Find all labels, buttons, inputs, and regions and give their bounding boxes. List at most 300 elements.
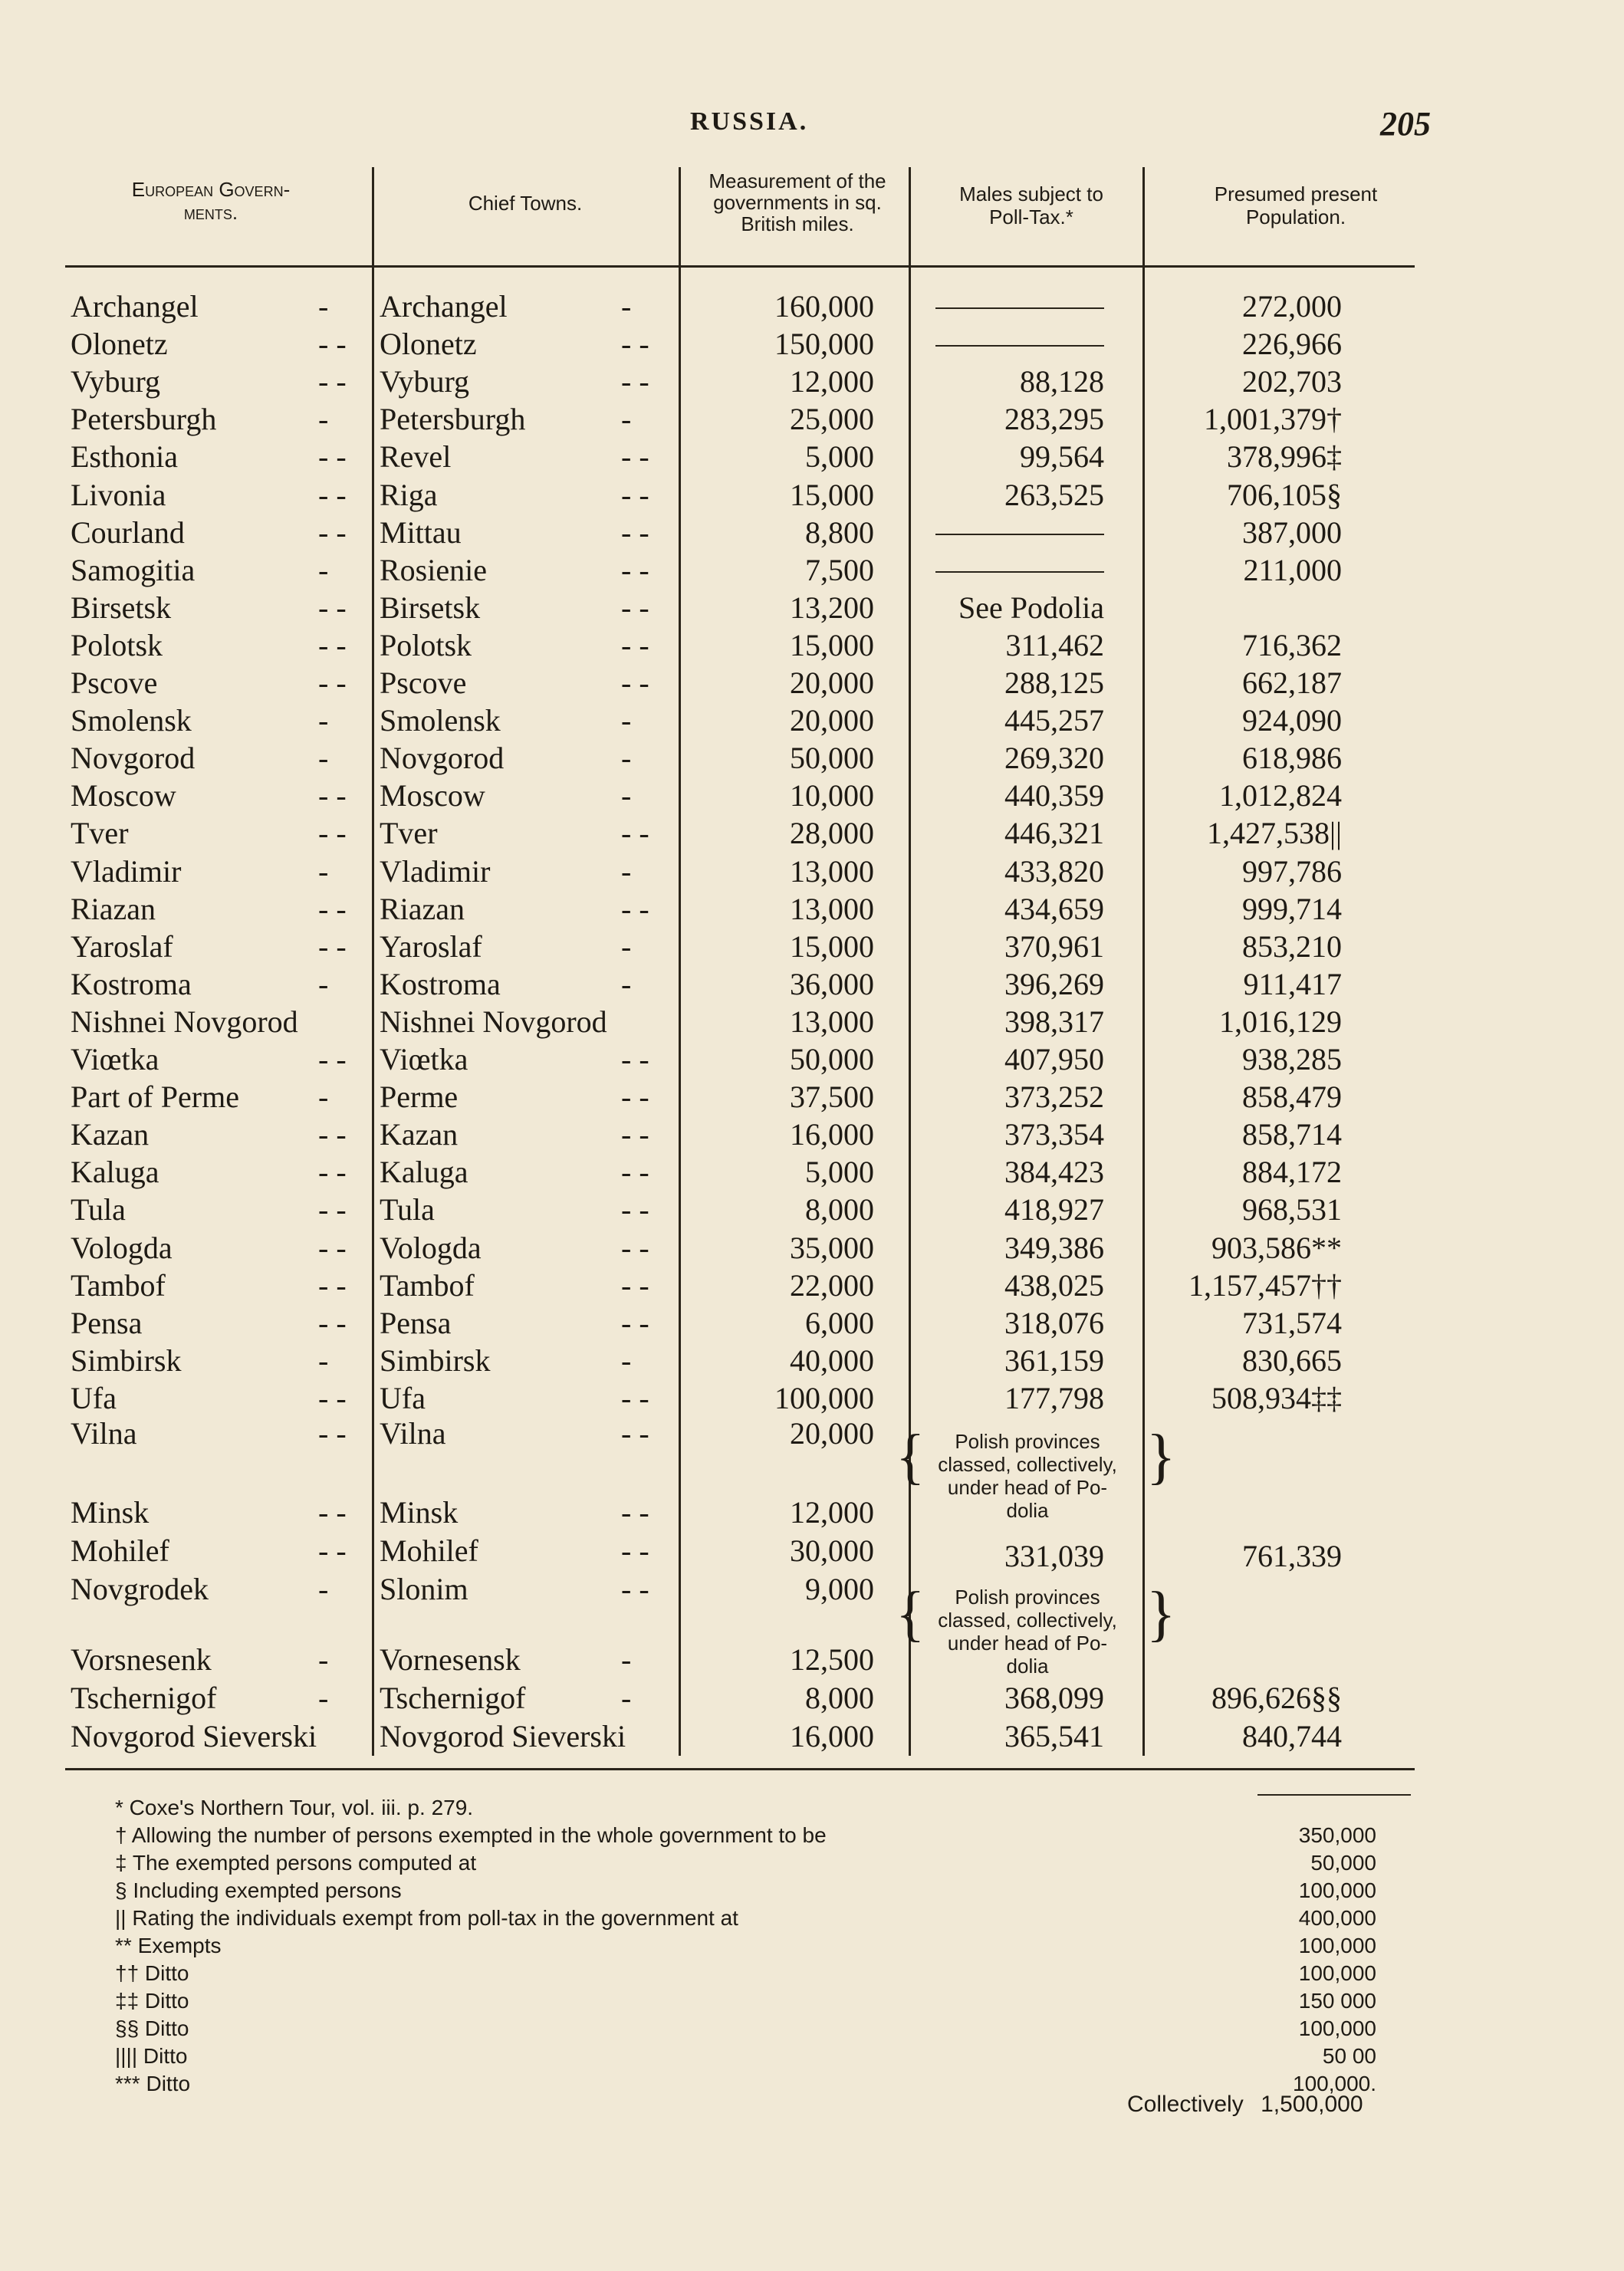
leader-dash: - [621, 741, 632, 776]
chief-town-cell: Novgorod [380, 741, 505, 776]
government-cell: Olonetz [71, 327, 168, 362]
measurement-cell: 15,000 [790, 928, 874, 964]
males-cell: 368,099 [1004, 1681, 1104, 1715]
government-cell: Birsetsk [71, 590, 172, 625]
header-rule [65, 265, 1415, 268]
footnote-text: ** Exempts [115, 1934, 222, 1957]
males-cell: 318,076 [1004, 1305, 1104, 1340]
chief-town-cell: Tver [380, 816, 438, 851]
government-cell: Vorsnesenk [71, 1642, 212, 1677]
population-cell: 508,934‡‡ [1211, 1380, 1342, 1415]
table-row [0, 777, 1624, 814]
table-row [0, 702, 1624, 739]
population-cell: 272,000 [1242, 289, 1342, 324]
population-cell: 938,285 [1242, 1042, 1342, 1076]
population-cell: 997,786 [1242, 853, 1342, 889]
table-row [0, 739, 1624, 777]
males-cell: 446,321 [1004, 816, 1104, 851]
col-header-measurement [682, 170, 912, 235]
chief-town-cell: Yaroslaf [380, 928, 482, 964]
government-cell: Vilna [71, 1416, 137, 1451]
government-cell: Mohilef [71, 1533, 169, 1568]
measurement-cell: 12,000 [790, 1495, 874, 1530]
leader-dash: - - [318, 1192, 347, 1228]
government-cell: Novgorod [71, 741, 196, 776]
leader-dash: - - [621, 1380, 649, 1415]
table-row [0, 1040, 1624, 1078]
government-cell: Novgrodek [71, 1572, 209, 1606]
table-row [0, 551, 1624, 589]
chief-town-cell: Tambof [380, 1267, 475, 1303]
chief-town-cell: Viœtka [380, 1042, 468, 1076]
government-cell: Kazan [71, 1117, 150, 1152]
collectively-label: Collectively [1127, 2092, 1244, 2117]
leader-dash: - - [621, 590, 649, 625]
government-cell: Petersburgh [71, 402, 217, 437]
leader-dash: - [318, 402, 329, 437]
government-cell: Pensa [71, 1305, 143, 1340]
polish-note-1-l2: classed, collectively, [938, 1453, 1117, 1476]
chief-town-cell: Ufa [380, 1380, 426, 1415]
measurement-cell: 5,000 [805, 439, 874, 475]
footnote [115, 2043, 1376, 2070]
blank-rule [935, 345, 1104, 347]
footnote [115, 1932, 1376, 1960]
table-row [0, 400, 1624, 438]
leader-dash: - - [621, 627, 649, 662]
leader-dash: - - [318, 1495, 347, 1530]
leader-dash: - [318, 966, 329, 1001]
chief-town-cell: Archangel [380, 289, 508, 324]
government-cell: Kaluga [71, 1155, 159, 1190]
males-cell: 396,269 [1004, 966, 1104, 1001]
measurement-cell: 13,200 [790, 590, 874, 625]
government-cell: Tambof [71, 1267, 166, 1303]
table-row [0, 1267, 1624, 1304]
leader-dash: - - [318, 666, 347, 700]
leader-dash: - - [318, 1117, 347, 1152]
government-cell: Archangel [71, 289, 199, 324]
leader-dash: - [318, 1572, 329, 1606]
col-header-measurement-l3: British miles. [741, 212, 854, 235]
government-cell: Polotsk [71, 627, 163, 662]
footnote-value: 100,000 [1298, 2016, 1376, 2040]
footnote-value: 100,000 [1298, 1961, 1376, 1985]
leader-dash: - - [318, 1533, 347, 1568]
government-cell: Riazan [71, 891, 156, 926]
table-row [0, 814, 1624, 852]
leader-dash: - [318, 703, 329, 738]
leader-dash: - - [621, 514, 649, 550]
leader-dash: - - [621, 327, 649, 362]
col-header-males-l1: Males subject to [959, 182, 1103, 205]
males-cell: 373,354 [1004, 1117, 1104, 1152]
population-cell: 387,000 [1242, 514, 1342, 550]
leader-dash: - - [318, 816, 347, 851]
col-header-measurement-l2: governments in sq. [713, 191, 882, 214]
leader-dash: - - [318, 590, 347, 625]
population-cell: 968,531 [1242, 1192, 1342, 1228]
males-cell: 311,462 [1005, 627, 1104, 662]
government-cell: Nishnei Novgorod [71, 1004, 298, 1039]
col-header-population-l2: Population. [1245, 205, 1346, 228]
measurement-cell: 16,000 [790, 1719, 874, 1753]
males-cell: 445,257 [1004, 703, 1104, 738]
measurement-cell: 12,000 [790, 364, 874, 399]
government-cell: Esthonia [71, 439, 178, 475]
running-title: RUSSIA. [690, 107, 809, 136]
leader-dash: - - [621, 816, 649, 851]
males-cell: 331,039 [1004, 1539, 1104, 1573]
government-cell: Livonia [71, 477, 166, 512]
polish-note-1-l3: under head of Po- [947, 1476, 1108, 1499]
leader-dash: - [318, 1343, 329, 1378]
footnote-text: |||| Ditto [115, 2044, 188, 2068]
leader-dash: - [318, 289, 329, 324]
col-header-governments-l1: European Govern- [131, 178, 291, 201]
males-cell: 438,025 [1004, 1267, 1104, 1303]
footnote [115, 1822, 1376, 1849]
footnote-text: || Rating the individuals exempt from poll-tax in the government at [115, 1906, 738, 1930]
measurement-cell: 8,000 [805, 1192, 874, 1228]
males-cell: 288,125 [1004, 666, 1104, 700]
chief-town-cell: Polotsk [380, 627, 472, 662]
government-cell: Moscow [71, 778, 176, 813]
males-cell: 263,525 [1004, 477, 1104, 512]
government-cell: Tver [71, 816, 129, 851]
measurement-cell: 28,000 [790, 816, 874, 851]
measurement-cell: 5,000 [805, 1155, 874, 1190]
leader-dash: - [621, 1343, 632, 1378]
chief-town-cell: Nishnei Novgorod [380, 1004, 607, 1039]
measurement-cell: 160,000 [774, 289, 874, 324]
males-cell: 440,359 [1004, 778, 1104, 813]
males-cell: 418,927 [1004, 1192, 1104, 1228]
footnote [115, 1877, 1376, 1905]
population-cell: 884,172 [1242, 1155, 1342, 1190]
collectively-total [1127, 2092, 1374, 2118]
chief-town-cell: Mohilef [380, 1533, 478, 1568]
leader-dash: - - [318, 439, 347, 475]
population-cell: 858,479 [1242, 1080, 1342, 1115]
government-cell: Simbirsk [71, 1343, 182, 1378]
brace-left: { [896, 1423, 925, 1490]
footnote [115, 2015, 1376, 2043]
measurement-cell: 22,000 [790, 1267, 874, 1303]
chief-town-cell: Smolensk [380, 703, 501, 738]
males-cell: 269,320 [1004, 741, 1104, 776]
chief-town-cell: Kostroma [380, 966, 501, 1001]
leader-dash: - [621, 703, 632, 738]
population-cell: 662,187 [1242, 666, 1342, 700]
leader-dash: - [318, 741, 329, 776]
males-cell: 177,798 [1004, 1380, 1104, 1415]
population-cell: 1,427,538|| [1206, 816, 1342, 851]
chief-town-cell: Riga [380, 477, 438, 512]
footnote-value: 150 000 [1298, 1989, 1376, 2013]
leader-dash: - - [318, 1305, 347, 1340]
leader-dash: - - [318, 1416, 347, 1451]
leader-dash: - - [318, 778, 347, 813]
leader-dash: - - [621, 364, 649, 399]
blank-rule [935, 534, 1104, 535]
leader-dash: - - [621, 1416, 649, 1451]
brace-right: } [1146, 1580, 1176, 1648]
footnote-text: ‡ The exempted persons computed at [115, 1851, 477, 1875]
table-row [0, 1641, 1624, 1678]
table-row [0, 1494, 1624, 1531]
chief-town-cell: Rosienie [380, 552, 487, 587]
footnote-value: 100,000. [1293, 2072, 1376, 2095]
population-cell: 226,966 [1242, 327, 1342, 362]
chief-town-cell: Slonim [380, 1572, 468, 1606]
measurement-cell: 40,000 [790, 1343, 874, 1378]
leader-dash: - - [621, 1080, 649, 1115]
males-cell: 361,159 [1004, 1343, 1104, 1378]
leader-dash: - [318, 1681, 329, 1715]
polish-note-1-l1: Polish provinces [955, 1430, 1100, 1453]
chief-town-cell: Perme [380, 1080, 459, 1115]
population-cell: 618,986 [1242, 741, 1342, 776]
males-cell: 434,659 [1004, 891, 1104, 926]
table-row [0, 890, 1624, 928]
footnote-text: ‡‡ Ditto [115, 1989, 189, 2013]
leader-dash: - - [621, 1572, 649, 1606]
leader-dash: - [318, 552, 329, 587]
males-cell: 365,541 [1004, 1719, 1104, 1753]
population-cell: 911,417 [1243, 966, 1342, 1001]
leader-dash: - [621, 1681, 632, 1715]
table-row [0, 438, 1624, 475]
footnote [115, 1849, 1376, 1877]
population-cell: 1,157,457†† [1188, 1267, 1342, 1303]
measurement-cell: 8,000 [805, 1681, 874, 1715]
measurement-cell: 15,000 [790, 477, 874, 512]
leader-dash: - [621, 289, 632, 324]
leader-dash: - - [318, 1155, 347, 1190]
leader-dash: - [621, 1642, 632, 1677]
table-row [0, 1078, 1624, 1116]
chief-town-cell: Minsk [380, 1495, 459, 1530]
leader-dash: - [621, 402, 632, 437]
government-cell: Part of Perme [71, 1080, 239, 1115]
leader-dash: - - [621, 552, 649, 587]
chief-town-cell: Kazan [380, 1117, 459, 1152]
measurement-cell: 50,000 [790, 741, 874, 776]
leader-dash: - - [621, 1267, 649, 1303]
government-cell: Tschernigof [71, 1681, 217, 1715]
col-header-males-l2: Poll-Tax.* [989, 205, 1073, 228]
population-cell: 924,090 [1242, 703, 1342, 738]
chief-town-cell: Vilna [380, 1416, 446, 1451]
population-cell: 999,714 [1242, 891, 1342, 926]
government-cell: Pscove [71, 666, 158, 700]
government-cell: Novgorod Sieverski [71, 1719, 317, 1753]
measurement-cell: 13,000 [790, 891, 874, 926]
polish-note-1-l4: dolia [1006, 1499, 1049, 1522]
leader-dash: - - [318, 891, 347, 926]
leader-dash: - [318, 853, 329, 889]
chief-town-cell: Vladimir [380, 853, 491, 889]
polish-note-2-l4: dolia [1006, 1655, 1049, 1678]
footnote [115, 1960, 1376, 1987]
population-cell: 1,001,379† [1204, 402, 1342, 437]
table-row [0, 325, 1624, 363]
government-cell: Kostroma [71, 966, 192, 1001]
government-cell: Courland [71, 514, 185, 550]
measurement-cell: 7,500 [805, 552, 874, 587]
table-row [0, 626, 1624, 664]
leader-dash: - - [318, 1042, 347, 1076]
leader-dash: - - [318, 627, 347, 662]
measurement-cell: 150,000 [774, 327, 874, 362]
footnote-text: † Allowing the number of persons exempted in the whole government to be [115, 1823, 827, 1847]
table-row [0, 1116, 1624, 1153]
chief-town-cell: Vyburg [380, 364, 470, 399]
leader-dash: - [318, 1642, 329, 1677]
page-number: 205 [1380, 105, 1431, 143]
population-cell: 896,626§§ [1211, 1681, 1342, 1715]
leader-dash: - - [318, 1230, 347, 1265]
population-cell: 761,339 [1242, 1539, 1342, 1573]
measurement-cell: 35,000 [790, 1230, 874, 1265]
table-row [0, 965, 1624, 1003]
measurement-cell: 10,000 [790, 778, 874, 813]
measurement-cell: 13,000 [790, 853, 874, 889]
leader-dash: - - [621, 666, 649, 700]
table-row [0, 1191, 1624, 1228]
footnote [115, 1905, 1376, 1932]
measurement-cell: 20,000 [790, 1416, 874, 1451]
chief-town-cell: Petersburgh [380, 402, 526, 437]
chief-town-cell: Tula [380, 1192, 435, 1228]
population-cell: 1,012,824 [1219, 778, 1342, 813]
chief-town-cell: Tschernigof [380, 1681, 526, 1715]
leader-dash: - - [318, 364, 347, 399]
measurement-cell: 15,000 [790, 627, 874, 662]
population-cell: 202,703 [1242, 364, 1342, 399]
table-row [0, 288, 1624, 325]
brace-right: } [1146, 1423, 1176, 1490]
table-bottom-rule [65, 1768, 1415, 1770]
population-cell: 731,574 [1242, 1305, 1342, 1340]
leader-dash: - - [621, 891, 649, 926]
leader-dash: - - [621, 1155, 649, 1190]
measurement-cell: 100,000 [774, 1380, 874, 1415]
chief-town-cell: Pensa [380, 1305, 452, 1340]
leader-dash: - - [621, 1495, 649, 1530]
chief-town-cell: Birsetsk [380, 590, 481, 625]
footnote-value: 350,000 [1298, 1823, 1376, 1847]
measurement-cell: 25,000 [790, 402, 874, 437]
leader-dash: - [621, 853, 632, 889]
leader-dash: - - [318, 477, 347, 512]
measurement-cell: 36,000 [790, 966, 874, 1001]
government-cell: Smolensk [71, 703, 192, 738]
males-cell: 384,423 [1004, 1155, 1104, 1190]
table-row [0, 1379, 1624, 1417]
government-cell: Minsk [71, 1495, 150, 1530]
measurement-cell: 16,000 [790, 1117, 874, 1152]
chief-town-cell: Riazan [380, 891, 465, 926]
males-cell: 88,128 [1020, 364, 1104, 399]
chief-town-cell: Moscow [380, 778, 485, 813]
table-row [0, 1415, 1624, 1452]
table-row [0, 1153, 1624, 1191]
government-cell: Ufa [71, 1380, 117, 1415]
table-row [0, 1229, 1624, 1267]
measurement-cell: 6,000 [805, 1305, 874, 1340]
leader-dash: - - [621, 1042, 649, 1076]
leader-dash: - - [621, 1230, 649, 1265]
measurement-cell: 12,500 [790, 1642, 874, 1677]
leader-dash: - - [621, 1305, 649, 1340]
leader-dash: - - [621, 1192, 649, 1228]
leader-dash: - [621, 966, 632, 1001]
leader-dash: - - [318, 327, 347, 362]
collectively-value: 1,500,000 [1261, 2092, 1363, 2117]
polish-note-2-l2: classed, collectively, [938, 1609, 1117, 1632]
leader-dash: - [621, 778, 632, 813]
measurement-cell: 30,000 [790, 1533, 874, 1568]
males-cell: See Podolia [958, 590, 1104, 625]
males-cell: 99,564 [1020, 439, 1104, 475]
males-cell: 370,961 [1004, 928, 1104, 964]
government-cell: Vologda [71, 1230, 173, 1265]
footnote-text: §§ Ditto [115, 2016, 189, 2040]
leader-dash: - - [621, 439, 649, 475]
population-cell: 903,586** [1211, 1230, 1342, 1265]
blank-rule [935, 571, 1104, 573]
population-cell: 378,996‡ [1227, 439, 1342, 475]
brace-left: { [896, 1580, 925, 1648]
footnote-text: †† Ditto [115, 1961, 189, 1985]
leader-dash: - - [318, 514, 347, 550]
col-header-governments-l2: ments. [183, 201, 238, 224]
males-cell: 373,252 [1004, 1080, 1104, 1115]
col-header-males [916, 182, 1146, 228]
chief-town-cell: Revel [380, 439, 452, 475]
table-row [0, 1679, 1624, 1717]
table-row [0, 476, 1624, 514]
population-cell: 853,210 [1242, 928, 1342, 964]
col-header-measurement-l1: Measurement of the [708, 169, 886, 192]
measurement-cell: 9,000 [805, 1572, 874, 1606]
col-header-population [1150, 182, 1442, 228]
footnote-value: 100,000 [1298, 1878, 1376, 1902]
chief-town-cell: Mittau [380, 514, 462, 550]
table-row [0, 928, 1624, 965]
blank-rule [935, 307, 1104, 309]
population-cell: 858,714 [1242, 1117, 1342, 1152]
chief-town-cell: Simbirsk [380, 1343, 491, 1378]
leader-dash: - - [318, 928, 347, 964]
measurement-cell: 37,500 [790, 1080, 874, 1115]
males-cell: 398,317 [1004, 1004, 1104, 1039]
population-cell: 706,105§ [1227, 477, 1342, 512]
population-cell: 1,016,129 [1219, 1004, 1342, 1039]
government-cell: Viœtka [71, 1042, 159, 1076]
males-cell: 407,950 [1004, 1042, 1104, 1076]
population-cell: 716,362 [1242, 627, 1342, 662]
table-row [0, 1717, 1624, 1755]
chief-town-cell: Kaluga [380, 1155, 468, 1190]
measurement-cell: 8,800 [805, 514, 874, 550]
footnote-text: § Including exempted persons [115, 1878, 402, 1902]
table-row [0, 514, 1624, 551]
population-cell: 830,665 [1242, 1343, 1342, 1378]
footnote-value: 100,000 [1298, 1934, 1376, 1957]
